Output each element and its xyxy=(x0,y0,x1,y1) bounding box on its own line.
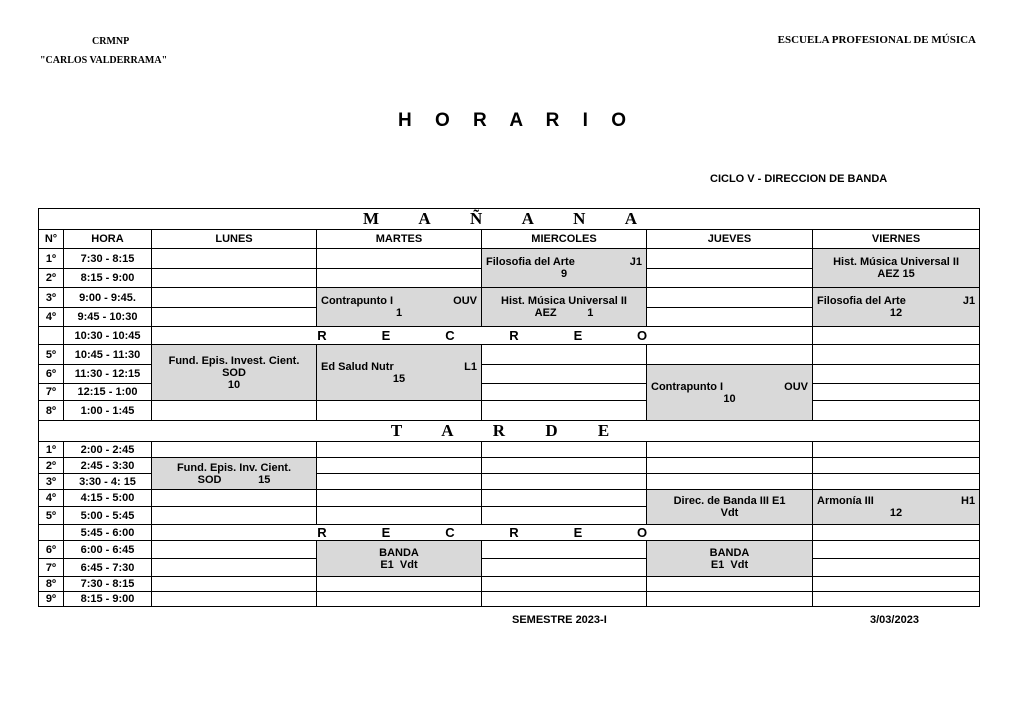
empty-cell xyxy=(482,490,647,507)
empty-cell xyxy=(482,384,647,401)
empty-cell xyxy=(482,474,647,490)
row-number: 2º xyxy=(39,458,64,474)
row-time: 5:00 - 5:45 xyxy=(64,507,152,525)
empty-cell xyxy=(152,541,317,559)
empty-cell xyxy=(813,577,980,592)
recess-label: R E C R E O xyxy=(152,327,813,345)
row-number: 4º xyxy=(39,490,64,507)
empty-cell xyxy=(647,458,813,474)
empty-cell xyxy=(482,365,647,384)
course-cell: Filosofia del Arte J1 12 xyxy=(813,288,980,327)
institution-short: CRMNP xyxy=(92,36,130,47)
empty-cell xyxy=(317,249,482,269)
course-cell: Hist. Música Universal II AEZ 15 xyxy=(813,249,980,288)
course-cell: Fund. Epis. Inv. Cient. SOD 15 xyxy=(152,458,317,490)
row-number: 7º xyxy=(39,384,64,401)
table-row xyxy=(39,541,980,559)
row-time: 6:00 - 6:45 xyxy=(64,541,152,559)
row-number: 1º xyxy=(39,442,64,458)
row-time: 10:30 - 10:45 xyxy=(64,327,152,345)
course-cell: Hist. Música Universal II AEZ 1 xyxy=(482,288,647,327)
course-cell: Contrapunto I OUV 10 xyxy=(647,365,813,421)
row-time: 6:45 - 7:30 xyxy=(64,559,152,577)
course-cell: BANDA E1 Vdt xyxy=(317,541,482,577)
institution-name: "CARLOS VALDERRAMA" xyxy=(40,55,168,66)
empty-cell xyxy=(647,269,813,288)
empty-cell xyxy=(647,474,813,490)
empty-cell xyxy=(152,308,317,327)
table-row xyxy=(39,442,980,458)
empty-cell xyxy=(647,308,813,327)
empty-cell xyxy=(317,401,482,421)
course-cell: Direc. de Banda III E1 Vdt xyxy=(647,490,813,525)
row-number: 8º xyxy=(39,577,64,592)
table-row xyxy=(39,401,980,421)
cycle-label: CICLO V - DIRECCION DE BANDA xyxy=(710,173,888,185)
page-title: H O R A R I O xyxy=(398,110,635,131)
empty-cell xyxy=(647,577,813,592)
row-time: 10:45 - 11:30 xyxy=(64,345,152,365)
empty-cell xyxy=(813,401,980,421)
row-time: 1:00 - 1:45 xyxy=(64,401,152,421)
recess-label: R E C R E O xyxy=(152,525,813,541)
col-jueves: JUEVES xyxy=(647,230,813,249)
col-miercoles: MIERCOLES xyxy=(482,230,647,249)
empty-cell xyxy=(482,541,647,559)
empty-cell xyxy=(317,474,482,490)
row-number: 9º xyxy=(39,592,64,607)
row-time: 8:15 - 9:00 xyxy=(64,269,152,288)
empty-cell xyxy=(152,577,317,592)
empty-cell xyxy=(813,525,980,541)
empty-cell xyxy=(813,327,980,345)
course-cell: Fund. Epis. Invest. Cient. SOD 10 xyxy=(152,345,317,401)
row-number: 3º xyxy=(39,288,64,308)
row-number: 4º xyxy=(39,308,64,327)
empty-cell xyxy=(647,288,813,308)
semester-label: SEMESTRE 2023-I xyxy=(512,614,607,626)
empty-cell xyxy=(813,442,980,458)
row-number: 2º xyxy=(39,269,64,288)
empty-cell xyxy=(482,442,647,458)
schedule-table xyxy=(38,208,980,607)
empty-cell xyxy=(482,507,647,525)
row-number: 3º xyxy=(39,474,64,490)
empty-cell xyxy=(813,365,980,384)
row-number: 8º xyxy=(39,401,64,421)
row-time: 12:15 - 1:00 xyxy=(64,384,152,401)
empty-cell xyxy=(152,269,317,288)
table-row xyxy=(39,490,980,507)
course-cell: BANDA E1 Vdt xyxy=(647,541,813,577)
row-time: 7:30 - 8:15 xyxy=(64,249,152,269)
empty-cell xyxy=(482,559,647,577)
empty-cell xyxy=(482,401,647,421)
col-viernes: VIERNES xyxy=(813,230,980,249)
table-row xyxy=(39,345,980,365)
empty-cell xyxy=(813,541,980,559)
row-number: 1º xyxy=(39,249,64,269)
table-row xyxy=(39,458,980,474)
row-time: 2:45 - 3:30 xyxy=(64,458,152,474)
empty-cell xyxy=(152,507,317,525)
row-number: 5º xyxy=(39,507,64,525)
course-cell: Contrapunto I OUV 1 xyxy=(317,288,482,327)
row-number: 7º xyxy=(39,559,64,577)
empty-cell xyxy=(813,559,980,577)
col-martes: MARTES xyxy=(317,230,482,249)
empty-cell xyxy=(152,401,317,421)
table-row xyxy=(39,559,980,577)
morning-section-title: M A Ñ A N A xyxy=(39,209,980,230)
table-row xyxy=(39,288,980,308)
recess-row xyxy=(39,525,980,541)
table-row xyxy=(39,592,980,607)
row-number: 6º xyxy=(39,365,64,384)
row-time: 3:30 - 4: 15 xyxy=(64,474,152,490)
empty-cell xyxy=(152,249,317,269)
row-time: 9:00 - 9:45. xyxy=(64,288,152,308)
empty-cell xyxy=(152,288,317,308)
empty-cell xyxy=(482,577,647,592)
empty-cell xyxy=(647,592,813,607)
row-time: 9:45 - 10:30 xyxy=(64,308,152,327)
empty-cell xyxy=(152,559,317,577)
col-n: N° xyxy=(39,230,64,249)
empty-cell xyxy=(317,458,482,474)
empty-cell xyxy=(152,442,317,458)
table-row xyxy=(39,249,980,269)
row-number: 5º xyxy=(39,345,64,365)
row-time: 8:15 - 9:00 xyxy=(64,592,152,607)
school-name: ESCUELA PROFESIONAL DE MÚSICA xyxy=(777,34,976,46)
course-cell: Filosofia del Arte J1 9 xyxy=(482,249,647,288)
empty-cell xyxy=(317,507,482,525)
course-cell: Armonía III H1 12 xyxy=(813,490,980,525)
empty-cell xyxy=(813,458,980,474)
empty-cell xyxy=(482,592,647,607)
empty-cell xyxy=(813,474,980,490)
empty-cell xyxy=(317,592,482,607)
empty-cell xyxy=(482,458,647,474)
empty-cell xyxy=(152,592,317,607)
row-number: 6º xyxy=(39,541,64,559)
recess-row xyxy=(39,327,980,345)
col-lunes: LUNES xyxy=(152,230,317,249)
row-time: 11:30 - 12:15 xyxy=(64,365,152,384)
column-header-row xyxy=(39,230,980,249)
row-time: 7:30 - 8:15 xyxy=(64,577,152,592)
empty-cell xyxy=(482,345,647,365)
course-cell: Ed Salud Nutr L1 15 xyxy=(317,345,482,401)
empty-cell xyxy=(647,345,813,365)
col-hora: HORA xyxy=(64,230,152,249)
row-time: 5:45 - 6:00 xyxy=(64,525,152,541)
empty-cell xyxy=(647,442,813,458)
empty-cell xyxy=(647,249,813,269)
row-time: 2:00 - 2:45 xyxy=(64,442,152,458)
empty-cell xyxy=(813,384,980,401)
empty-cell xyxy=(813,345,980,365)
afternoon-section-title: T A R D E xyxy=(39,421,980,442)
table-row xyxy=(39,577,980,592)
row-time: 4:15 - 5:00 xyxy=(64,490,152,507)
empty-cell xyxy=(813,592,980,607)
empty-cell xyxy=(152,490,317,507)
empty-cell xyxy=(317,442,482,458)
empty-cell xyxy=(317,577,482,592)
date-label: 3/03/2023 xyxy=(870,614,919,626)
empty-cell xyxy=(317,490,482,507)
empty-cell xyxy=(317,269,482,288)
